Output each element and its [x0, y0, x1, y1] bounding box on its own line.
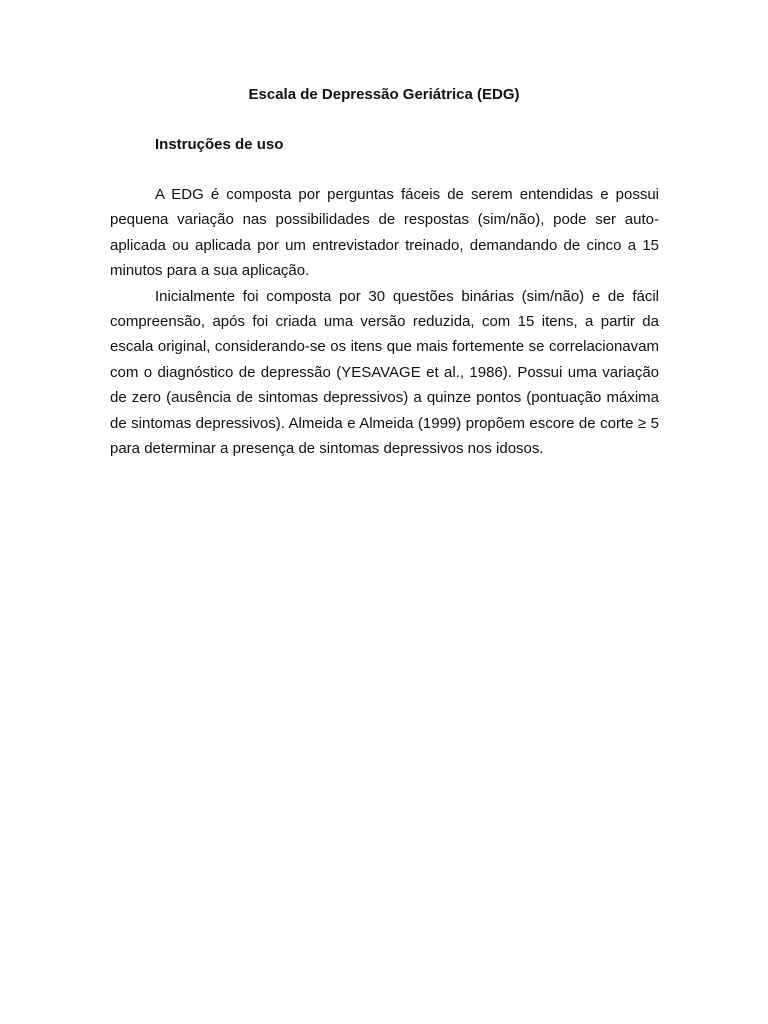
section-subtitle: Instruções de uso [155, 136, 284, 153]
body-text [110, 182, 659, 461]
document-title: Escala de Depressão Geriátrica (EDG) [248, 86, 520, 103]
paragraph-intro: A EDG é composta por perguntas fáceis de serem entendidas e possui pequena variação nas possibilidades de respostas (sim/não), pode ser auto-aplicada ou aplicada por um entrevistador treinado, demandando de cinco a 15 minutos para a sua aplicação. [110, 186, 659, 280]
paragraph-history: Inicialmente foi composta por 30 questões binárias (sim/não) e de fácil compreensão, após foi criada uma versão reduzida, com 15 itens, a partir da escala original, considerando-se os itens que mais fortemente se correlacionavam com o diagnóstico de depressão (YESAVAGE et al., 1986). Possui uma variação de zero (ausência de sintomas depressivos) a quinze pontos (pontuação máxima de sintomas depressivos). Almeida e Almeida (1999) propõem escore de corte ≥ 5 para determinar a presença de sintomas depressivos nos idosos. [110, 287, 659, 458]
